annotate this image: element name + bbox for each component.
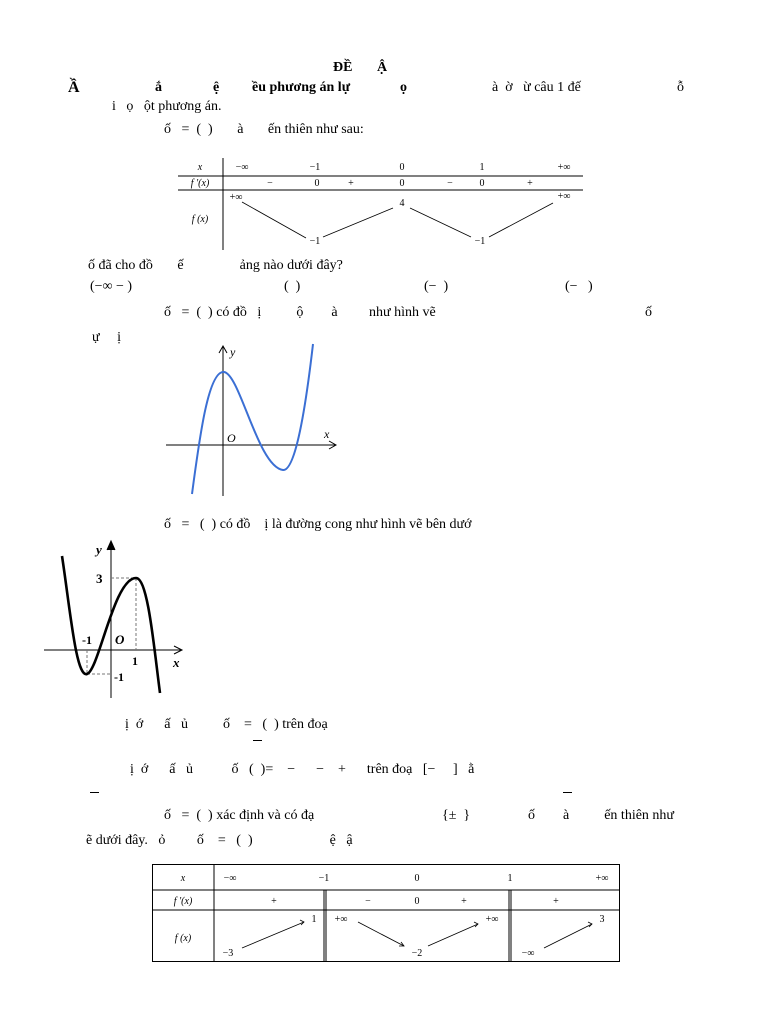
q3-stem: ố = ( ) có đồ ị là đường cong như hình vẽ bên dướ bbox=[164, 517, 472, 532]
q2-line-2: ự ị bbox=[92, 330, 121, 345]
table2-x-value: +∞ bbox=[595, 873, 609, 884]
q1-option-d[interactable]: (− ) bbox=[565, 279, 593, 294]
exam-title: ĐỀ Ậ bbox=[333, 60, 388, 75]
table1-fp-value: + bbox=[348, 178, 354, 189]
table1-fp-value: 0 bbox=[314, 178, 320, 189]
q4-overline bbox=[253, 740, 262, 741]
table2-x-value: 0 bbox=[414, 873, 420, 884]
q3-origin-label: O bbox=[115, 632, 125, 647]
table2-f-value: 1 bbox=[311, 914, 317, 925]
q1-option-c[interactable]: (− ) bbox=[424, 279, 449, 294]
table2-f-value: −∞ bbox=[521, 948, 535, 959]
q2-origin-label: O bbox=[227, 431, 236, 445]
q2-curve bbox=[192, 344, 313, 494]
q3-tick-y-top: 3 bbox=[96, 571, 103, 586]
q1-option-b[interactable]: ( ) bbox=[284, 279, 301, 294]
q4-line-2: ị ớ ấ ủ ố ( )= − − + trên đoạ [− ] ằ bbox=[130, 762, 475, 777]
q3-graph bbox=[44, 538, 194, 698]
table2-fp-value: + bbox=[271, 896, 277, 907]
instruction-fragment: à ờ ừ câu 1 đế bbox=[492, 80, 581, 95]
q4-line-1: ị ớ ấ ủ ố = ( ) trên đoạ bbox=[125, 717, 328, 732]
table1-fp-label: f ′(x) bbox=[190, 178, 210, 189]
table2-x-value: −1 bbox=[318, 873, 330, 884]
q2-stem-end: ố bbox=[645, 305, 652, 320]
table1-f-value: 4 bbox=[399, 198, 405, 209]
table1-x-value: 1 bbox=[479, 162, 485, 173]
table1-f-value: +∞ bbox=[557, 191, 571, 202]
table2-fp-label: f ′(x) bbox=[173, 896, 193, 907]
q2-stem: ố = ( ) có đồ ị ộ à như hình vẽ bbox=[164, 305, 436, 320]
table1-x-value: −∞ bbox=[235, 162, 249, 173]
q5-stem: ố = ( ) xác định và có đạ bbox=[164, 808, 315, 823]
q3-tick-y-bottom: -1 bbox=[114, 670, 124, 684]
q5-line-2: ẽ dưới đây. ỏ ố = ( ) ệ ậ bbox=[86, 833, 353, 848]
q1-question: ố đã cho đồ ế ảng nào dưới đây? bbox=[88, 258, 343, 273]
table2-f-value: +∞ bbox=[334, 914, 348, 925]
table1-fp-value: + bbox=[527, 178, 533, 189]
q5-set: {± } bbox=[442, 808, 471, 823]
table1-x-value: −1 bbox=[309, 162, 321, 173]
table2-x-label: x bbox=[180, 873, 186, 884]
instruction-fragment: ều phương án lự bbox=[252, 80, 351, 95]
table1-fp-value: 0 bbox=[479, 178, 485, 189]
table2-fp-value: + bbox=[553, 896, 559, 907]
table1-f-value: −1 bbox=[474, 236, 486, 247]
instruction-fragment: ọ bbox=[400, 80, 407, 95]
instruction-fragment: ệ bbox=[213, 80, 220, 95]
table1-fp-value: − bbox=[267, 178, 273, 189]
table1-x-value: 0 bbox=[399, 162, 405, 173]
table1-fp-value: 0 bbox=[399, 178, 405, 189]
table2-fp-value: − bbox=[365, 896, 371, 907]
q3-tick-x-right: 1 bbox=[132, 654, 138, 668]
table1-f-value: −1 bbox=[309, 236, 321, 247]
variation-table-1 bbox=[178, 158, 583, 250]
q2-graph bbox=[166, 342, 346, 497]
q3-tick-x-left: -1 bbox=[82, 633, 92, 647]
variation-table-2 bbox=[152, 864, 620, 962]
q1-stem: ố = ( ) à ến thiên như sau: bbox=[164, 122, 364, 137]
part-marker: Ầ bbox=[68, 79, 80, 96]
table2-fp-value: 0 bbox=[414, 896, 420, 907]
table2-f-value: −3 bbox=[222, 948, 234, 959]
table1-f-label: f (x) bbox=[191, 214, 209, 225]
q4-dash-right bbox=[563, 792, 572, 793]
table2-fp-value: + bbox=[461, 896, 467, 907]
table2-f-value: 3 bbox=[599, 914, 605, 925]
table2-x-value: 1 bbox=[507, 873, 513, 884]
table2-f-value: +∞ bbox=[485, 914, 499, 925]
table2-x-value: −∞ bbox=[223, 873, 237, 884]
table1-x-value: +∞ bbox=[557, 162, 571, 173]
table1-f-value: +∞ bbox=[229, 192, 243, 203]
instruction-fragment: ắ bbox=[155, 80, 162, 95]
q3-x-label: x bbox=[173, 655, 180, 670]
q4-dash-left bbox=[90, 792, 99, 793]
instruction-fragment: ỗ bbox=[677, 80, 684, 95]
table2-f-value: −2 bbox=[411, 948, 423, 959]
q5-stem-mid: ố à ến thiên như bbox=[528, 808, 675, 823]
q2-y-label: y bbox=[230, 345, 236, 359]
instruction-line-2: i ọ ột phương án. bbox=[112, 99, 222, 114]
table1-x-label: x bbox=[197, 162, 203, 173]
q1-option-a[interactable]: (−∞ − ) bbox=[90, 279, 133, 294]
table1-fp-value: − bbox=[447, 178, 453, 189]
q2-x-label: x bbox=[324, 427, 330, 441]
table2-f-label: f (x) bbox=[174, 933, 192, 944]
q3-y-label: y bbox=[96, 542, 102, 557]
